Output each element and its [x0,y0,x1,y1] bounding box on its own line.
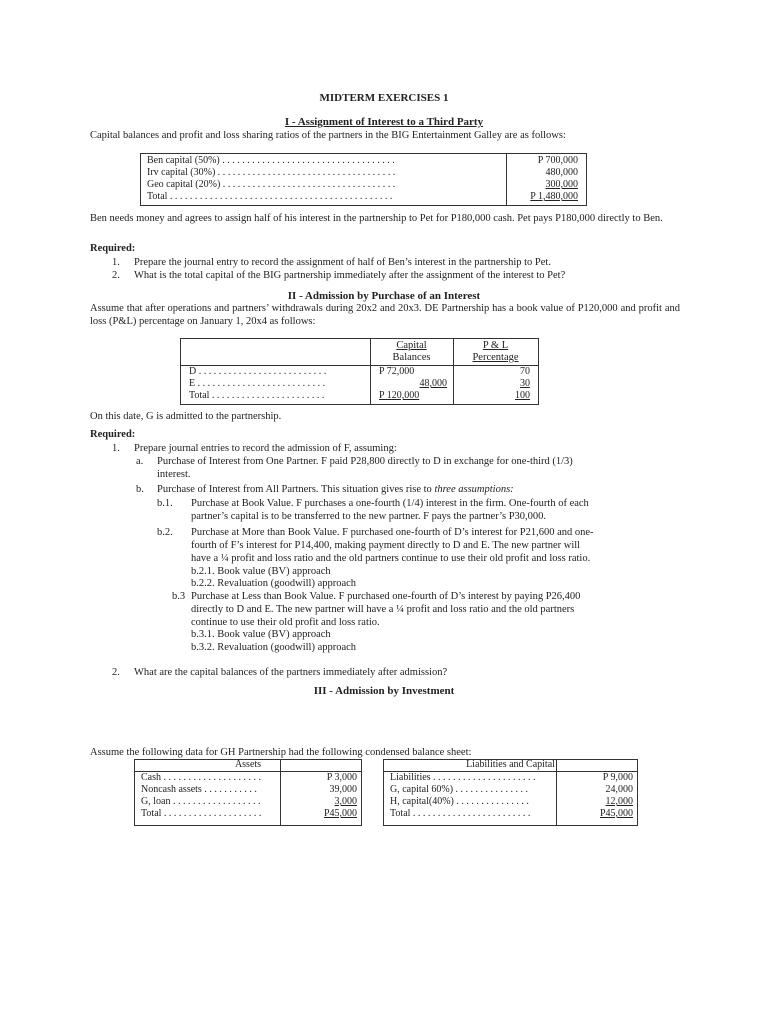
question-1: Prepare the journal entry to record the assignment of half of Ben’s interest in the partnership to Pet. [134,257,551,268]
row-value: 12,000 [605,796,633,807]
item-b1-line: partner’s capital is to be transferred to the new partner. F pays the partner’s P30,000. [191,511,547,522]
item-b2-line: have a ¼ profit and loss ratio and the old partners continue to use their old profit and loss ratio. [191,553,591,564]
item-b22: b.2.2. Revaluation (goodwill) approach [191,578,357,589]
question-1: Prepare journal entries to record the admission of F, assuming: [134,443,397,454]
item-b21: b.2.1. Book value (BV) approach [191,566,331,577]
pl-value: 30 [520,378,530,389]
question-2: What is the total capital of the BIG partnership immediately after the assignment of the interest to Pet? [134,270,566,281]
table-row [135,808,361,820]
row-value: 39,000 [329,784,357,795]
row-label: G, loan . . . . . . . . . . . . . . . . . . [141,796,261,807]
item-b1-number: b.1. [157,498,173,509]
table-row [181,390,538,402]
section-1-text: Ben needs money and agrees to assign half of his interest in the partnership to Pet for P180,000 cash. Pet pays P180,000 directly to Ben. [90,213,663,224]
row-label: Total . . . . . . . . . . . . . . . . . . . . . . . [189,390,325,401]
item-b3-line: continue to use their old profit and loss ratio. [191,617,380,628]
row-label: Total . . . . . . . . . . . . . . . . . . . . [141,808,262,819]
row-value: P 9,000 [602,772,633,783]
capital-value: P 120,000 [379,390,420,401]
row-label: G, capital 60%) . . . . . . . . . . . . . . . [390,784,529,795]
section-2-heading: II - Admission by Purchase of an Interest [287,290,481,302]
assets-header: Assets [234,759,262,770]
table-row [384,772,637,784]
item-a-line: Purchase of Interest from One Partner. F paid P28,800 directly to D in exchange for one-third (1/3) [157,456,573,467]
row-value: 480,000 [545,167,578,178]
assets-table [134,759,362,826]
required-label: Required: [90,429,136,440]
row-label: Liabilities . . . . . . . . . . . . . . . . . . . . . [390,772,536,783]
q-number: 2. [112,270,120,281]
item-b2-line: Purchase at More than Book Value. F purchased one-fourth of D’s interest for P21,600 and one- [191,527,594,538]
pl-header: P & L Percentage [472,340,519,363]
q-number: 2. [112,667,120,678]
table-row [135,796,361,808]
q-number: 1. [112,257,120,268]
item-b2-number: b.2. [157,527,173,538]
item-b1-line: Purchase at Book Value. F purchases a one-fourth (1/4) interest in the firm. One-fourth of each [191,498,589,509]
capital-value: P 72,000 [379,366,415,377]
row-value: P 3,000 [326,772,357,783]
row-label: Ben capital (50%) . . . . . . . . . . . . . . . . . . . . . . . . . . . . . . . . . . . [147,155,395,166]
pl-value: 100 [515,390,530,401]
section-1-heading: I - Assignment of Interest to a Third Party [284,116,484,128]
section-1-intro: Capital balances and profit and loss sharing ratios of the partners in the BIG Entertainment Galley are as follows: [90,130,566,141]
table-row [141,167,586,179]
table-row [141,191,586,203]
row-value: P45,000 [323,808,357,819]
pl-value: 70 [520,366,530,377]
required-label: Required: [90,243,136,254]
table-row [181,366,538,378]
question-2: What are the capital balances of the partners immediately after admission? [134,667,448,678]
capital-header: Capital Balances [392,340,431,363]
capital-table [140,153,587,206]
table-row [384,796,637,808]
page-title: MIDTERM EXERCISES 1 [319,92,449,104]
row-label: E . . . . . . . . . . . . . . . . . . . . . . . . . . [189,378,326,389]
row-value: P 1,480,000 [530,191,578,202]
liabilities-header: Liabilities and Capital [466,759,555,770]
row-label: Cash . . . . . . . . . . . . . . . . . . . . [141,772,261,783]
table-row [141,155,586,167]
row-value: P45,000 [599,808,633,819]
row-label: Total . . . . . . . . . . . . . . . . . . . . . . . . [390,808,531,819]
item-b3-line: Purchase at Less than Book Value. F purchased one-fourth of D’s interest by paying P26,400 [191,591,581,602]
item-b-line: Purchase of Interest from All Partners. This situation gives rise to three assumptions: [157,484,514,495]
capital-value: 48,000 [419,378,447,389]
row-label: Noncash assets . . . . . . . . . . . [141,784,257,795]
item-b31: b.3.1. Book value (BV) approach [191,629,331,640]
table-row [384,784,637,796]
row-value: 300,000 [545,179,578,190]
section-3-heading: III - Admission by Investment [313,685,455,697]
item-b3-line: directly to D and E. The new partner will have a ¼ profit and loss ratio and the old partners [191,604,575,615]
item-b2-line: fourth of F’s interest for P14,400, making payment directly to D and E. The new partner will [191,540,581,551]
row-label: D . . . . . . . . . . . . . . . . . . . . . . . . . . [189,366,327,377]
item-b32: b.3.2. Revaluation (goodwill) approach [191,642,357,653]
row-label: Irv capital (30%) . . . . . . . . . . . . . . . . . . . . . . . . . . . . . . . . . . . . [147,167,396,178]
item-b3-number: b.3 [172,591,186,602]
item-b-number: b. [136,484,144,495]
admission-note: On this date, G is admitted to the partnership. [90,411,282,422]
section-2-intro: Assume that after operations and partners’ withdrawals during 20x2 and 20x3. DE Partnership has a book value of P120,000 and profit and loss (P&L) percentage on January 1, 20x4 as follows: [90,303,680,327]
pl-table [180,338,539,405]
table-row [181,378,538,390]
row-label: Total . . . . . . . . . . . . . . . . . . . . . . . . . . . . . . . . . . . . . . . . . . . . . [147,191,393,202]
row-value: 3,000 [334,796,357,807]
row-label: Geo capital (20%) . . . . . . . . . . . . . . . . . . . . . . . . . . . . . . . . . . . [147,179,396,190]
row-value: P 700,000 [537,155,578,166]
section-3-intro: Assume the following data for GH Partnership had the following condensed balance sheet: [90,747,472,758]
table-row [135,784,361,796]
table-row [141,179,586,191]
row-label: H, capital(40%) . . . . . . . . . . . . . . . [390,796,529,807]
item-a-number: a. [136,456,144,467]
table-row [135,772,361,784]
q-number: 1. [112,443,120,454]
liabilities-table [383,759,638,826]
row-value: 24,000 [605,784,633,795]
item-a-line: interest. [157,469,191,480]
table-row [384,808,637,820]
